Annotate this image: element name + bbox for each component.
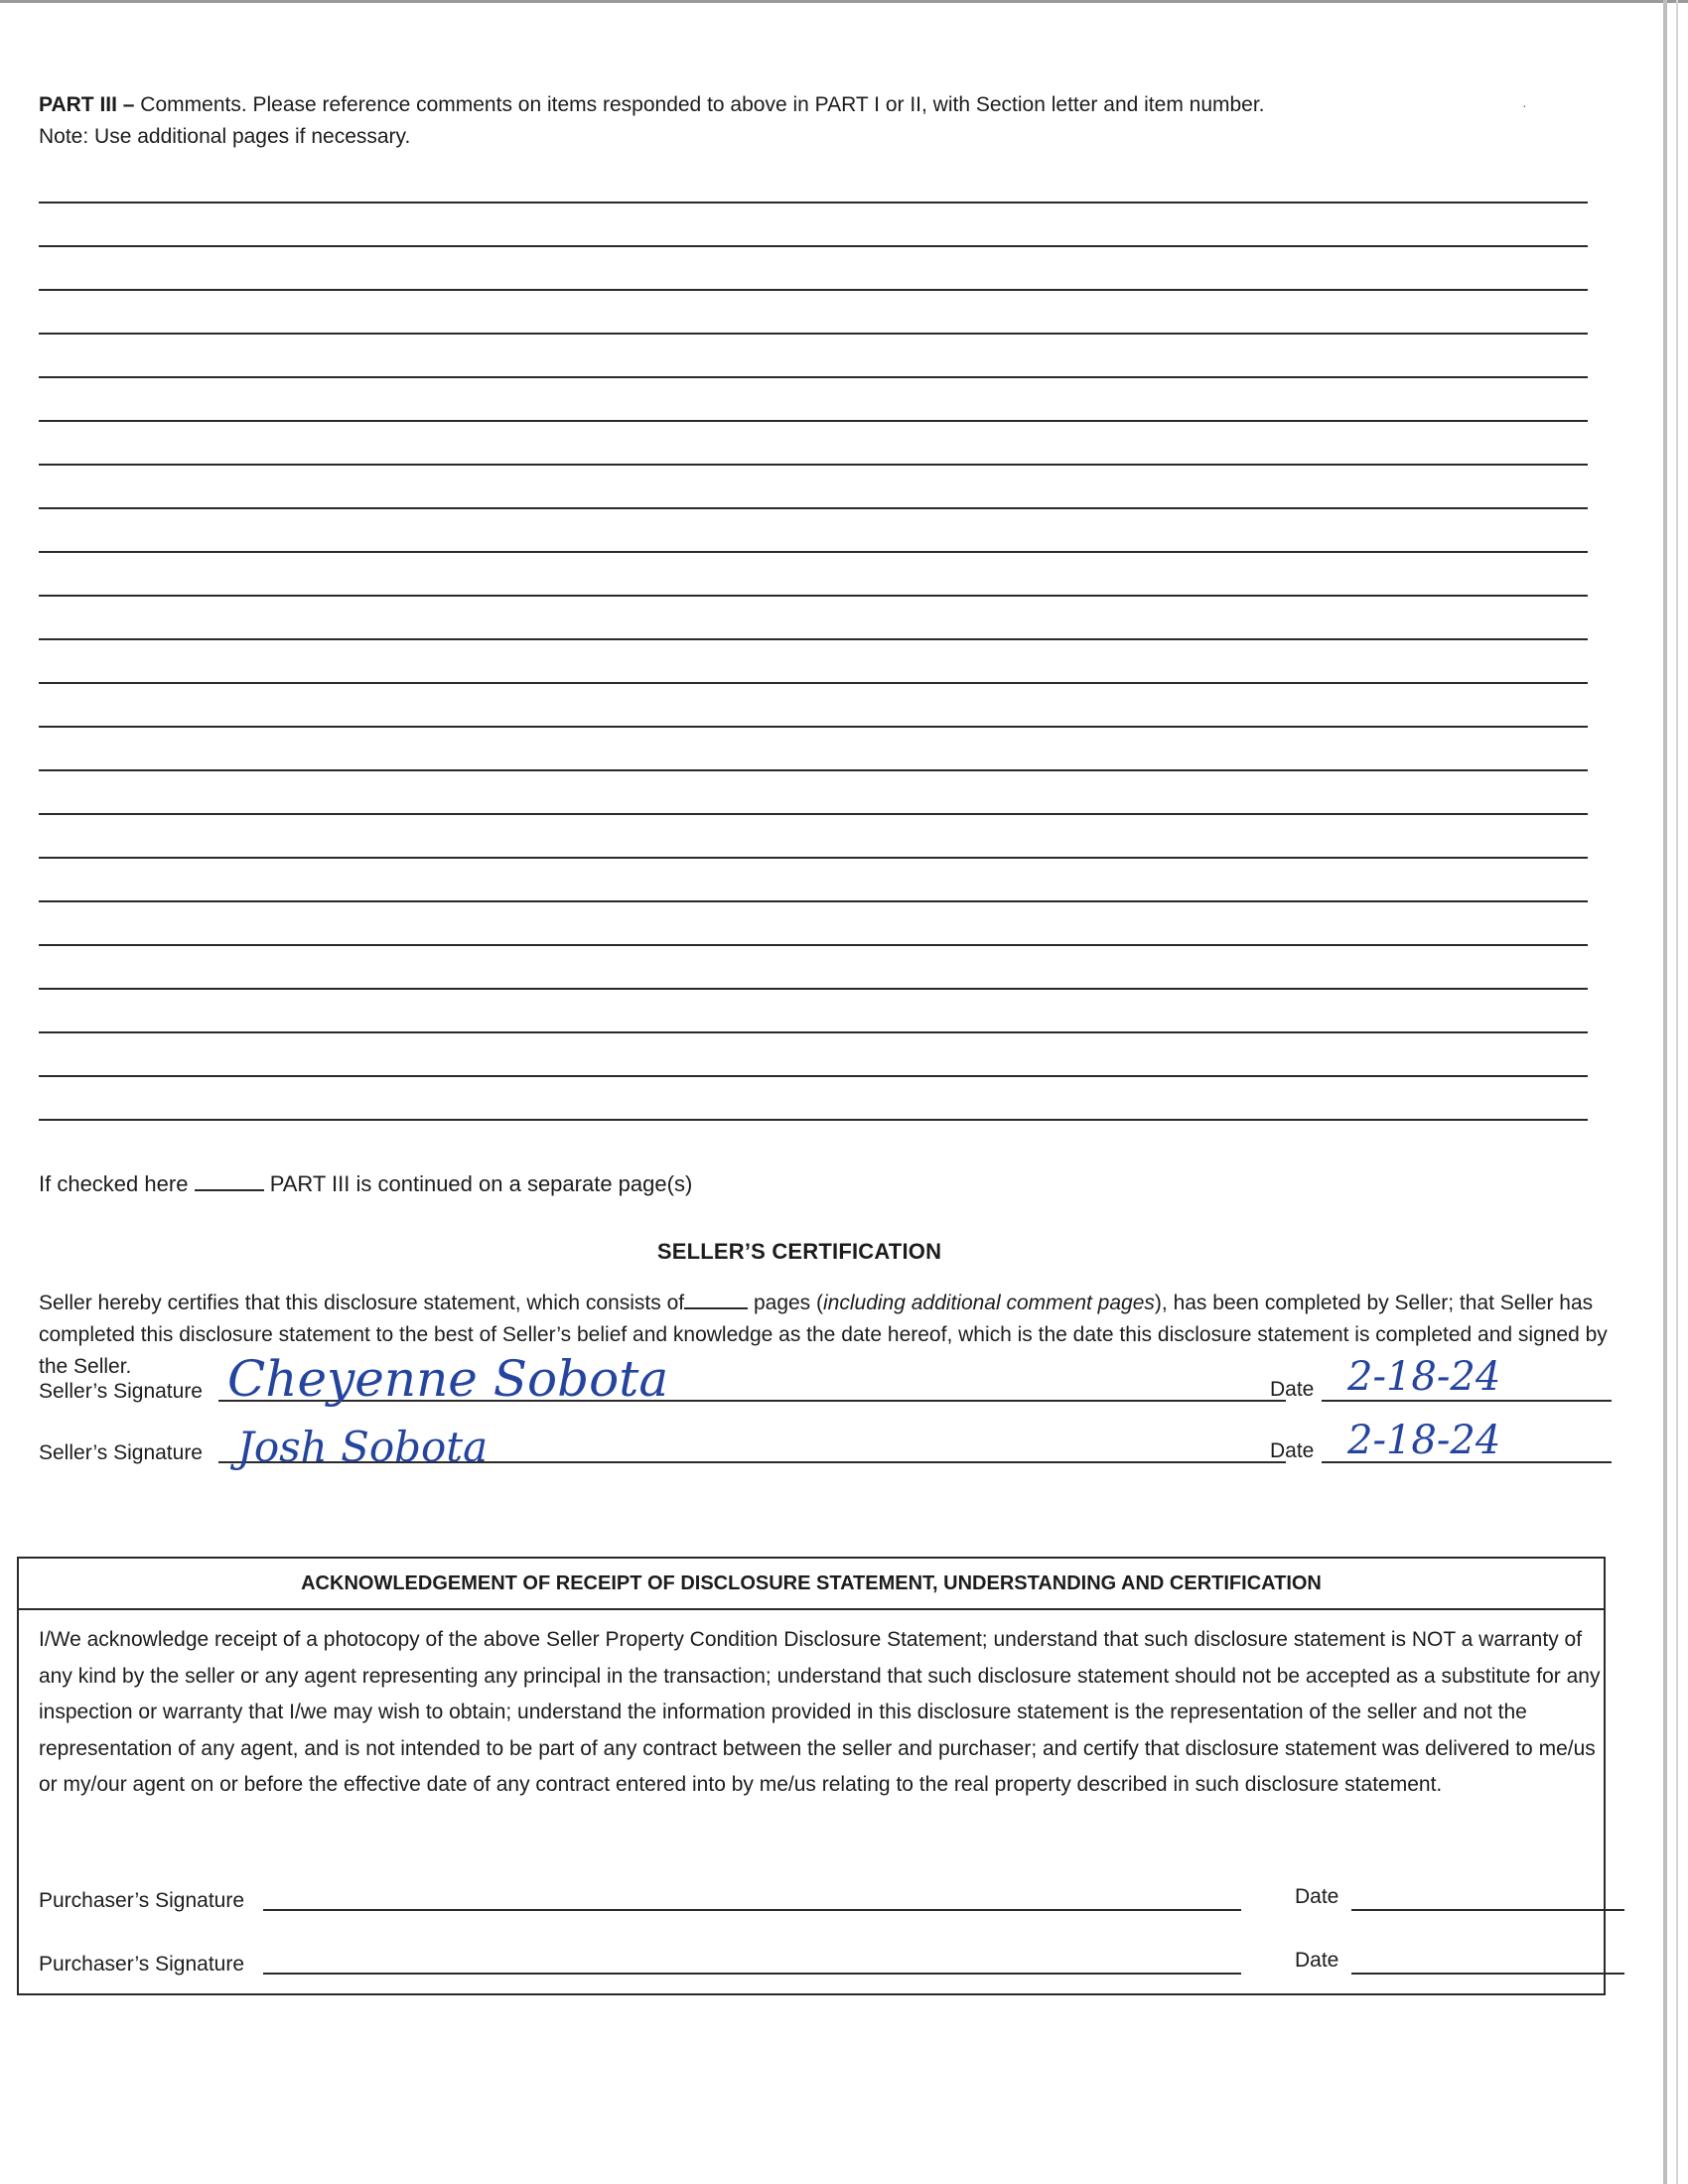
comment-line[interactable] (39, 638, 1588, 640)
scan-right-edge (1663, 0, 1667, 2184)
continued-checkbox-line (39, 1171, 692, 1197)
scan-speck: · (1522, 97, 1527, 113)
seller-2-date: 2-18-24 (1347, 1418, 1501, 1463)
purchaser-signature-row-1 (39, 1879, 1588, 1919)
comment-line[interactable] (39, 769, 1588, 771)
date-label: Date (1295, 1949, 1339, 1972)
seller-1-signature: Cheyenne Sobota (227, 1350, 669, 1408)
seller-signature-row-1 (39, 1350, 1588, 1410)
acknowledgement-heading: ACKNOWLEDGEMENT OF RECEIPT OF DISCLOSURE STATEMENT, UNDERSTANDING AND CERTIFICATION (19, 1559, 1604, 1610)
comment-line[interactable] (39, 507, 1588, 509)
comment-line[interactable] (39, 813, 1588, 815)
comment-line[interactable] (39, 289, 1588, 291)
purchaser-signature-label: Purchaser’s Signature (39, 1953, 245, 1976)
cert-text-italic: including additional comment pages (823, 1292, 1155, 1314)
seller-certification-heading: SELLER’S CERTIFICATION (656, 1239, 942, 1264)
part3-comments-text: Comments. Please reference comments on items responded to above in PART I or II, with Section letter and item number. (134, 93, 1265, 116)
acknowledgement-box (17, 1557, 1606, 1995)
comment-line[interactable] (39, 464, 1588, 466)
comment-line[interactable] (39, 420, 1588, 422)
cert-text-end: ), has been completed by Seller; that Seller has completed this disclosure statement to the best of Seller’s belief and knowledge as the date hereof, which is the date this disclosure statement is completed and signed by the Seller. (39, 1292, 1608, 1378)
date-label: Date (1270, 1378, 1315, 1401)
comment-line[interactable] (39, 1119, 1588, 1121)
date-label: Date (1295, 1885, 1339, 1908)
continued-suffix: PART III is continued on a separate page(s) (269, 1171, 693, 1196)
comment-line[interactable] (39, 1031, 1588, 1033)
comment-line[interactable] (39, 245, 1588, 247)
seller-signature-row-2 (39, 1418, 1588, 1471)
comment-line[interactable] (39, 333, 1588, 335)
comment-line[interactable] (39, 726, 1588, 728)
purchaser-signature-line[interactable] (263, 1973, 1241, 1975)
seller-date-line[interactable] (1322, 1400, 1612, 1402)
comment-line[interactable] (39, 202, 1588, 204)
scan-right-edge-inner (1676, 0, 1678, 2184)
seller-2-signature: Josh Sobota (237, 1423, 489, 1471)
purchaser-date-line[interactable] (1351, 1909, 1624, 1911)
comment-line[interactable] (39, 988, 1588, 990)
comment-line[interactable] (39, 944, 1588, 946)
part3-label: PART III – (39, 93, 135, 116)
comment-line[interactable] (39, 551, 1588, 553)
purchaser-date-line[interactable] (1351, 1973, 1624, 1975)
cert-text-pages: pages ( (748, 1292, 824, 1314)
purchaser-signature-line[interactable] (263, 1909, 1241, 1911)
part3-instructions (39, 89, 1588, 153)
part3-note: Note: Use additional pages if necessary. (39, 125, 411, 148)
seller-signature-label: Seller’s Signature (39, 1441, 203, 1464)
purchaser-signature-row-2 (39, 1943, 1588, 1982)
acknowledgement-text: I/We acknowledge receipt of a photocopy of the above Seller Property Condition Disclosure Statement; understand that such disclosure statement is NOT a warranty of any kind by the seller or any agent representing any principal in the transaction; understand that such disclosure statement should not be accepted as a substitute for any inspection or warranty that I/we may wish to obtain; understand the information provided in this disclosure statement is the representation of the seller and not the representation of any agent, and is not intended to be part of any contract between the seller and purchaser; and certify that disclosure statement was delivered to me/us or my/our agent on or before the effective date of any contract entered into by me/us relating to the real property described in such disclosure statement. (39, 1628, 1601, 1796)
continued-check-blank[interactable] (195, 1171, 264, 1191)
seller-1-date: 2-18-24 (1347, 1354, 1501, 1400)
comment-line[interactable] (39, 376, 1588, 378)
comment-line[interactable] (39, 1075, 1588, 1077)
pages-count-blank[interactable] (684, 1290, 748, 1309)
comment-line[interactable] (39, 857, 1588, 859)
date-label: Date (1270, 1439, 1315, 1462)
scan-top-edge (0, 0, 1688, 3)
comment-line[interactable] (39, 682, 1588, 684)
seller-signature-label: Seller’s Signature (39, 1380, 203, 1403)
purchaser-signature-label: Purchaser’s Signature (39, 1889, 245, 1912)
comment-line[interactable] (39, 900, 1588, 902)
cert-text-start: Seller hereby certifies that this disclosure statement, which consists of (39, 1292, 685, 1314)
comment-line[interactable] (39, 595, 1588, 597)
continued-prefix: If checked here (39, 1171, 189, 1196)
